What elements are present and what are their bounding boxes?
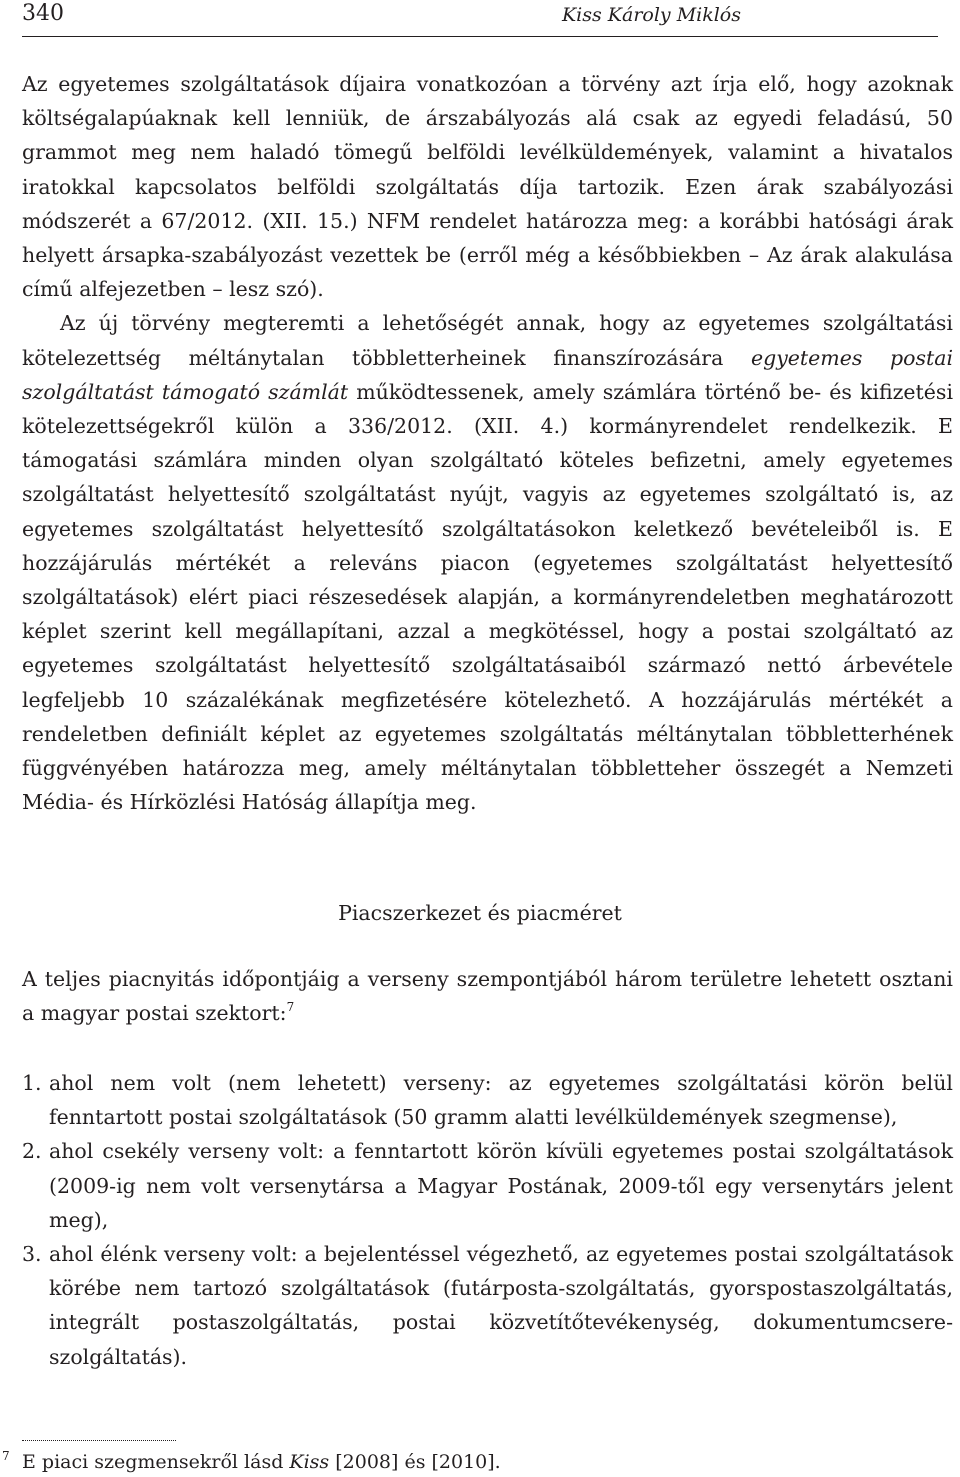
list-item-text: ahol élénk verseny volt: a bejelentéssel végezhető, az egyetemes postai szolgáltatások körébe nem tartozó szolgáltatások (futárposta-szolgáltatás, gyorspostaszolgáltatás, integrált postaszolgáltatás, postai közvetítőtevékenység, dokumentumcsere-szolgáltatás). bbox=[49, 1242, 953, 1369]
support-account-emphasis: egyetemes postai szolgáltatást támogató számlát bbox=[22, 345, 953, 404]
paragraph-support-account-part1: Az új törvény megteremti a lehetőségét annak, hogy az egyetemes szolgáltatási kötelezettség méltánytalan többletterheinek finanszírozására bbox=[22, 311, 953, 370]
list-item-number: 3. bbox=[22, 1242, 42, 1267]
section-intro bbox=[22, 962, 953, 1030]
footnote-reference[interactable]: 7 bbox=[286, 1000, 295, 1015]
body-text bbox=[22, 67, 953, 819]
list-item-number: 2. bbox=[22, 1139, 42, 1164]
footnote-text-after: [2008] és [2010]. bbox=[329, 1451, 501, 1473]
section-intro-text: A teljes piacnyitás időpontjáig a verseny szempontjából három területre lehetett osztani a magyar postai szektort: bbox=[22, 967, 953, 1026]
list-item-number: 1. bbox=[22, 1071, 42, 1095]
list-item-text: ahol csekély verseny volt: a fenntartott körön kívüli egyetemes postai szolgáltatások (2009-ig nem volt versenytársa a Magyar Postának, 2009-től egy versenytárs jelent meg), bbox=[49, 1139, 953, 1232]
list-item bbox=[22, 1066, 953, 1134]
market-areas-list bbox=[22, 1066, 953, 1374]
paragraph-support-account-part2: működtessenek, amely számlára történő be- és kifizetési kötelezettségekről külön a 336/2012. (XII. 4.) kormányrendelet rendelkezik. E támogatási számlára minden olyan szolgáltató köteles befizetni, amely egyetemes szolgáltatást helyettesítő szolgáltatást nyújt, vagyis az egyetemes szolgáltató is, az egyetemes szolgáltatást helyettesítő szolgáltatásokon keletkező bevételeiből is. E hozzájárulás mértékét a releváns piacon (egyetemes szolgáltatást helyettesítő szolgáltatások) elért piaci részesedések alapján, a kormányrendeletben meghatározott képlet szerint kell megállapítani, azzal a megkötéssel, hogy a postai szolgáltató az egyetemes szolgáltatást helyettesítő szolgáltatásaiból származó nettó árbevétele legfeljebb 10 százalékának megfizetésére kötelezhető. A hozzájárulás mértékét a rendeletben definiált képlet az egyetemes szolgáltatás méltánytalan többletterhének függvényében határozza meg, amely méltánytalan többletteher összegét a Nemzeti Média- és Hírközlési Hatóság állapítja meg. bbox=[22, 379, 953, 815]
list-item bbox=[22, 1134, 953, 1237]
footnote-mark: 7 bbox=[2, 1449, 10, 1463]
paragraph-prices: Az egyetemes szolgáltatások díjaira vonatkozóan a törvény azt írja elő, hogy azoknak költségalapúaknak kell lenniük, de árszabályozás alá csak az egyedi feladású, 50 grammot meg nem haladó tömegű belföldi levélküldemények, valamint a hivatalos iratokkal kapcsolatos belföldi szolgáltatás díja tartozik. Ezen árak szabályozási módszerét a 67/2012. (XII. 15.) NFM rendelet határozza meg: a korábbi hatósági árak helyett ársapka-szabályozást vezettek be (erről még a későbbiekben – Az árak alakulása című alfejezetben – lesz szó). bbox=[22, 72, 953, 302]
footnote-author: Kiss bbox=[289, 1451, 330, 1473]
list-item bbox=[22, 1237, 953, 1374]
page-number: 340 bbox=[22, 1, 64, 26]
footnote-text-before: E piaci szegmensekről lásd bbox=[22, 1451, 290, 1473]
section-title: Piacszerkezet és piacméret bbox=[338, 901, 622, 925]
page-header bbox=[22, 0, 938, 37]
running-head-author: Kiss Károly Miklós bbox=[561, 4, 741, 26]
paragraph-support-account bbox=[22, 306, 953, 819]
footnote-separator bbox=[22, 1440, 176, 1441]
footnote-text bbox=[22, 1449, 501, 1475]
list-item-text: ahol nem volt (nem lehetett) verseny: az egyetemes szolgáltatási körön belül fenntartott postai szolgáltatások (50 gramm alatti levélküldemények szegmense), bbox=[49, 1071, 953, 1130]
